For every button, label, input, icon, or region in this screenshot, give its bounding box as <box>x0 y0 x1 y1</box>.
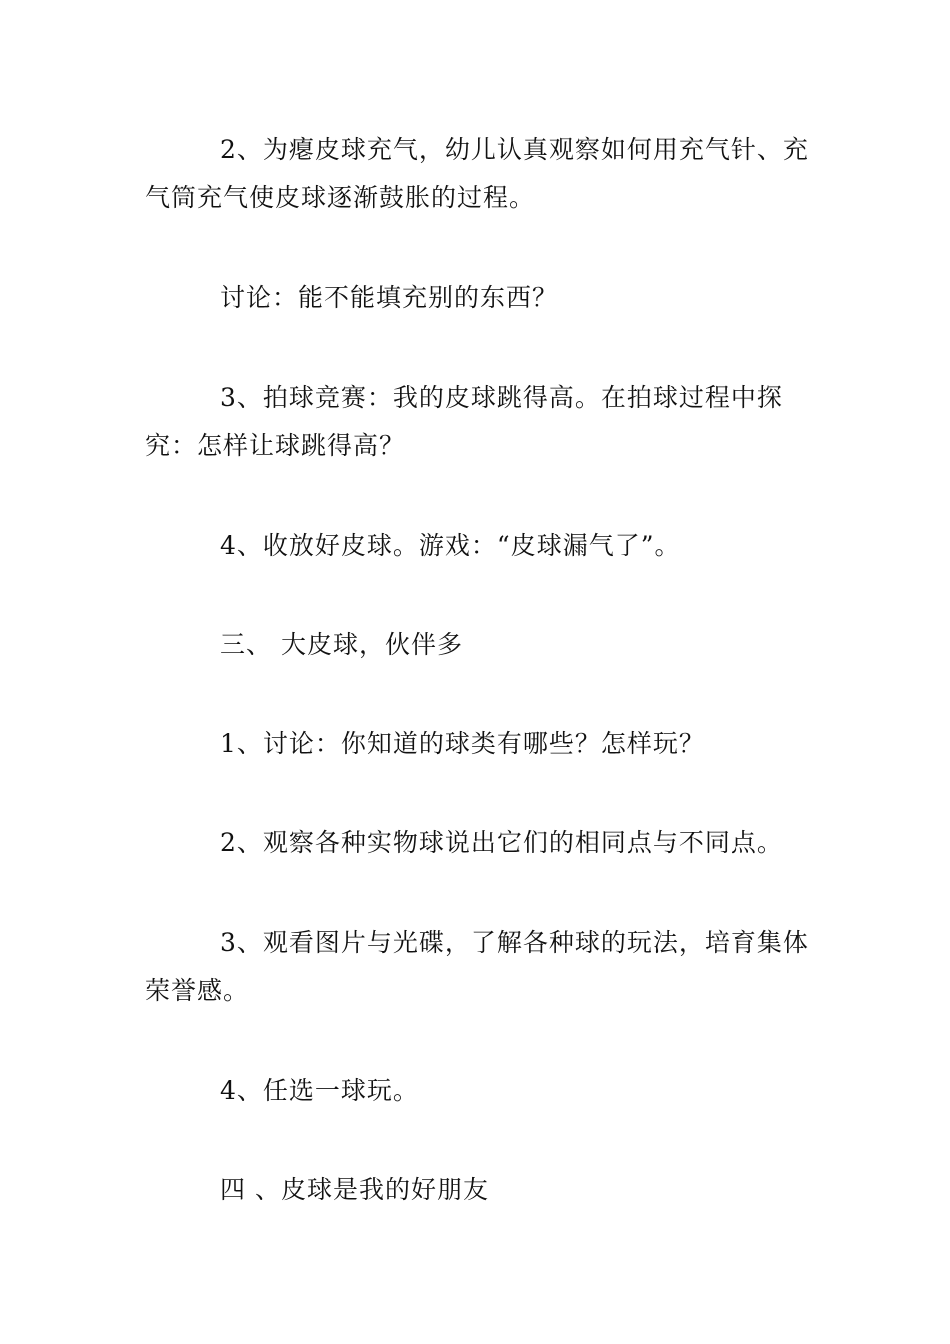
section-heading-four: 四 、皮球是我的好朋友 <box>220 1175 489 1204</box>
paragraph-watch-pictures: 3、观看图片与光碟，了解各种球的玩法，培育集体荣誉感。 <box>145 928 809 1005</box>
paragraph-choose-ball: 4、任选一球玩。 <box>220 1076 419 1105</box>
paragraph-put-away-game: 4、收放好皮球。游戏：“皮球漏气了”。 <box>220 531 681 560</box>
paragraph-inflate-ball: 2、为瘪皮球充气，幼儿认真观察如何用充气针、充气筒充气使皮球逐渐鼓胀的过程。 <box>145 135 809 212</box>
paragraph-bounce-contest: 3、拍球竞赛：我的皮球跳得高。在拍球过程中探究：怎样让球跳得高？ <box>145 383 783 460</box>
paragraph-observe-balls: 2、观察各种实物球说出它们的相同点与不同点。 <box>220 828 783 857</box>
paragraph-discuss-ball-types: 1、讨论：你知道的球类有哪些？怎样玩？ <box>220 729 705 758</box>
paragraph-discussion-fill: 讨论：能不能填充别的东西？ <box>220 283 559 312</box>
section-heading-three: 三、 大皮球，伙伴多 <box>220 630 463 659</box>
